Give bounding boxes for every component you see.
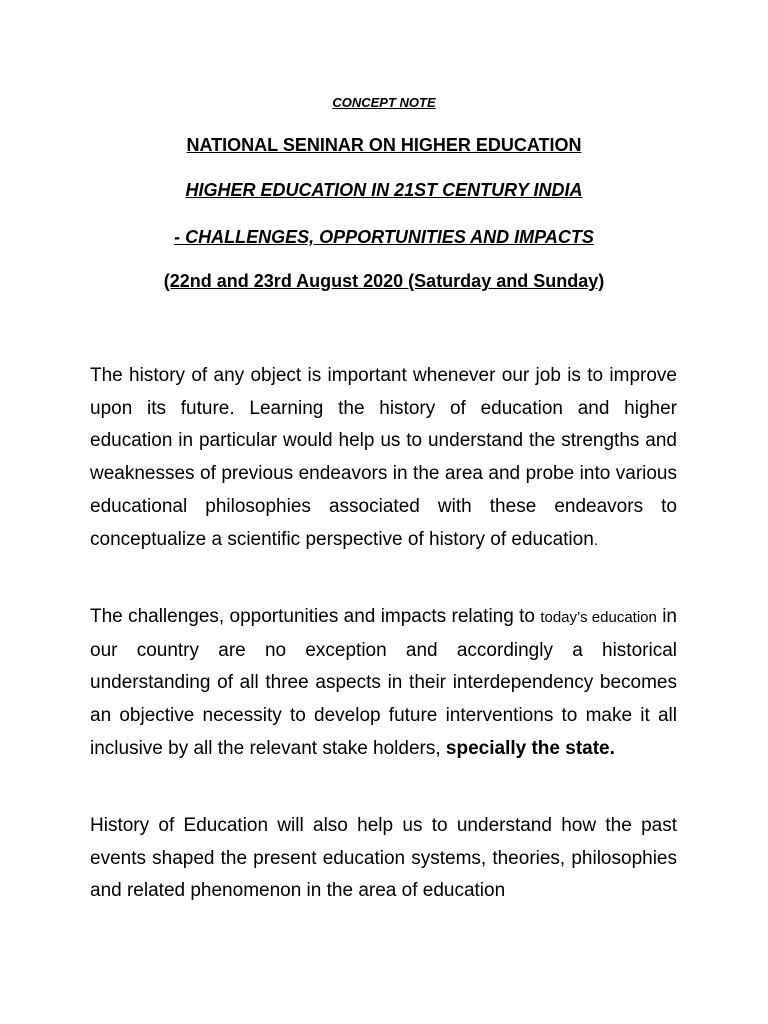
paragraph-1-text: The history of any object is important whenever our job is to improve upon its future. Learning the history of education and higher education in particular would help us to understand the strengths and weaknesses of previous endeavors in the area and probe into various educational philosophies associated with these endeavors to conceptualize a scientific perspective of history of education: [90, 365, 677, 550]
seminar-dates: (22nd and 23rd August 2020 (Saturday and Sunday): [163, 271, 605, 291]
paragraph-2-lead: The challenges, opportunities and impacts relating to: [90, 606, 541, 627]
paragraph-2-bold-text: specially the state.: [445, 737, 615, 759]
paragraph-3-text: History of Education will also help us to understand how the past events shaped the present education systems, theories, philosophies and related phenomenon in the area of education: [90, 815, 677, 902]
paragraph-2-text: in our country are no exception and accordingly a historical understanding of all three aspects in their interdependency becomes an objective necessity to develop future interventions to make it all inclusive by all the relevant stake holders,: [90, 606, 677, 759]
paragraph-1-end: .: [593, 531, 598, 549]
seminar-title: NATIONAL SENINAR ON HIGHER EDUCATION: [186, 135, 582, 155]
concept-note-label: CONCEPT NOTE: [332, 95, 436, 110]
paragraph-history-importance: [90, 360, 677, 557]
paragraph-challenges: [90, 601, 677, 766]
paragraph-2-small-text: today’s education: [540, 609, 657, 626]
paragraph-history-of-education: [90, 810, 677, 908]
seminar-subtheme: - CHALLENGES, OPPORTUNITIES AND IMPACTS: [174, 227, 594, 247]
seminar-theme: HIGHER EDUCATION IN 21ST CENTURY INDIA: [185, 180, 583, 200]
